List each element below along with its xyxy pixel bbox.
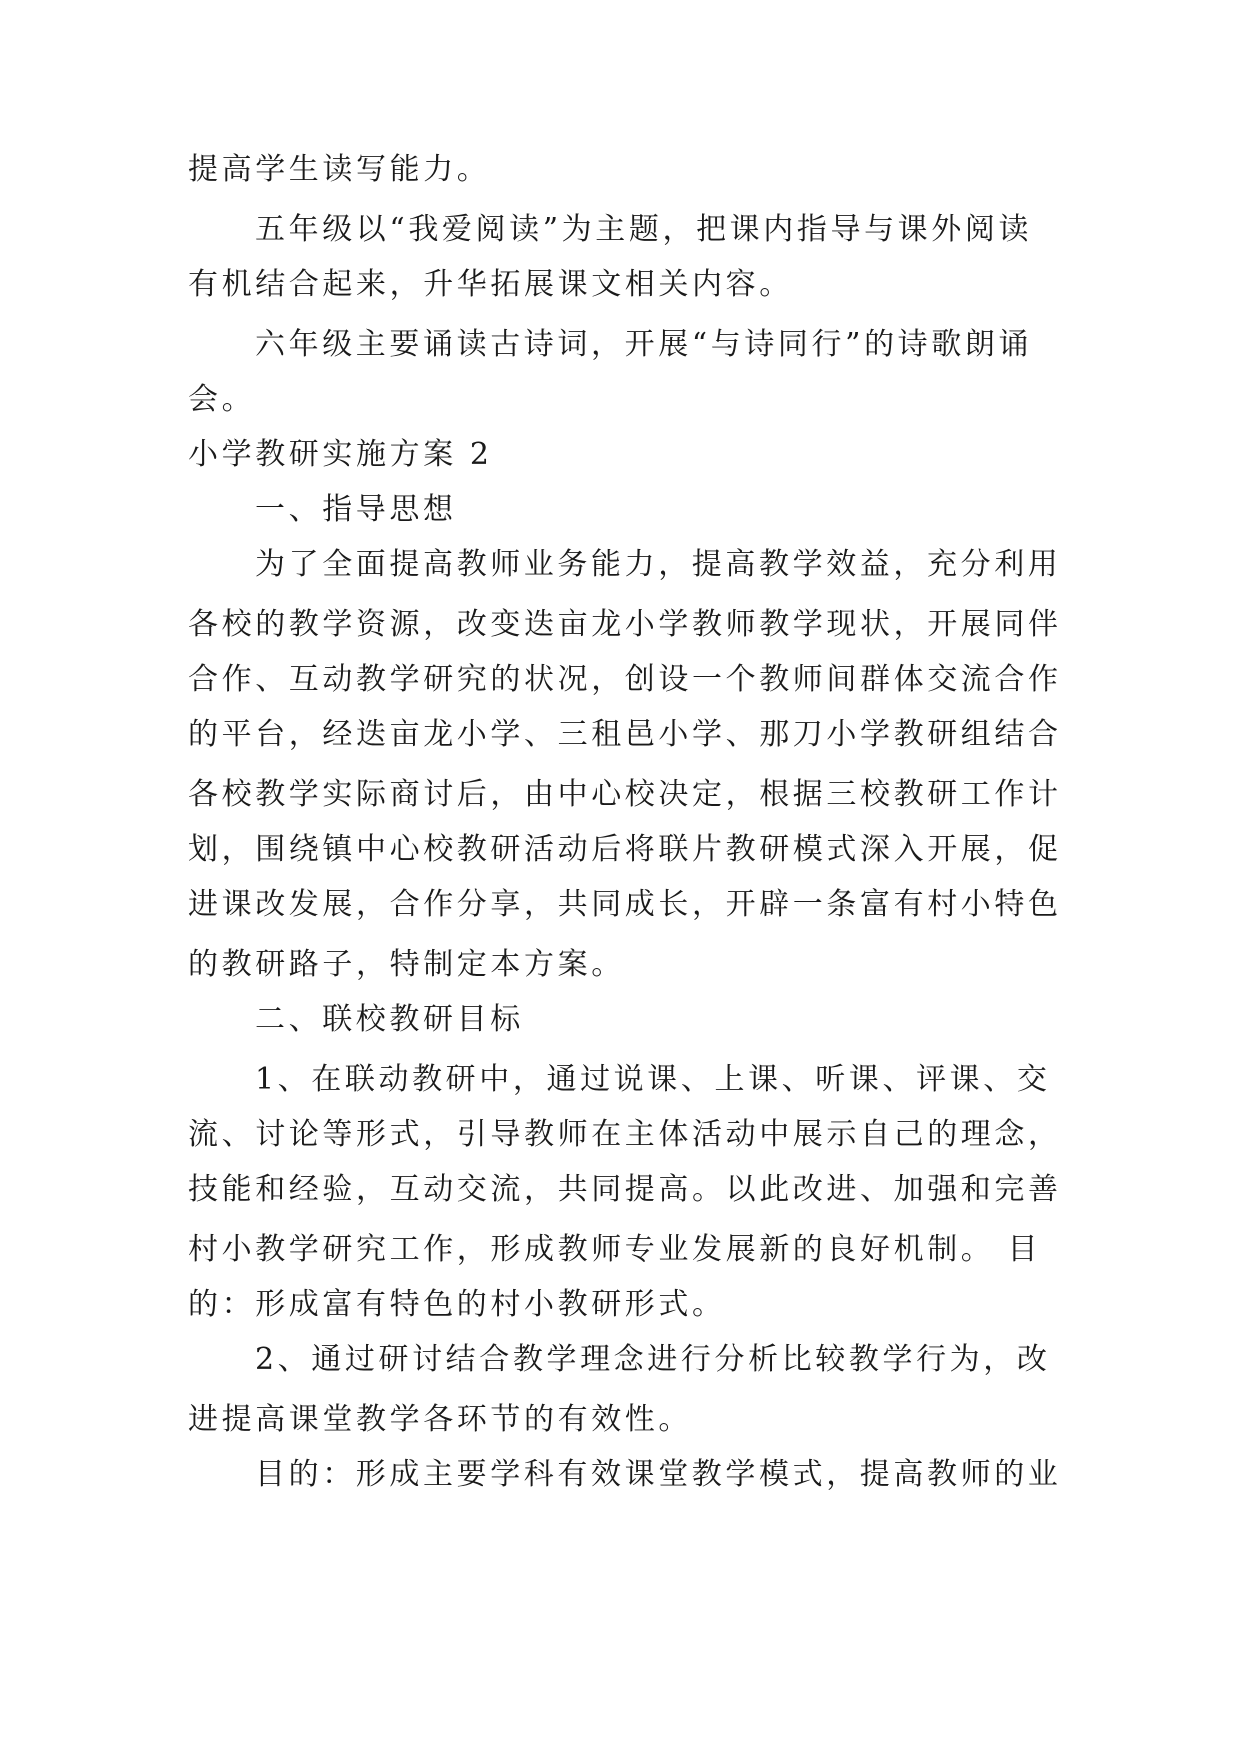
text-line: 1、在联动教研中，通过说课、上课、听课、评课、交 [255,1062,1051,1097]
text-line: 的平台，经迭亩龙小学、三租邑小学、那刀小学教研组结合 [188,717,1062,752]
text-line: 技能和经验，互动交流，共同提高。以此改进、加强和完善 [188,1172,1062,1207]
text-line: 的教研路子，特制定本方案。 [188,947,625,982]
text-line: 有机结合起来，升华拓展课文相关内容。 [188,267,793,302]
text-line: 进课改发展，合作分享，共同成长，开辟一条富有村小特色 [188,887,1062,922]
subsection-heading: 二、联校教研目标 [255,1002,524,1037]
text-line: 流、讨论等形式，引导教师在主体活动中展示自己的理念， [188,1117,1062,1152]
text-line: 村小教学研究工作，形成教师专业发展新的良好机制。 目 [188,1232,1042,1267]
text-line: 目的：形成主要学科有效课堂教学模式，提高教师的业 [255,1457,1062,1492]
text-line: 合作、互动教学研究的状况，创设一个教师间群体交流合作 [188,662,1062,697]
text-line: 各校教学实际商讨后，由中心校决定，根据三校教研工作计 [188,777,1062,812]
section-heading: 小学教研实施方案 2 [188,437,493,472]
text-line: 2、通过研讨结合教学理念进行分析比较教学行为，改 [255,1342,1051,1377]
text-line: 为了全面提高教师业务能力，提高教学效益，充分利用 [255,547,1062,582]
text-line: 六年级主要诵读古诗词，开展“与诗同行”的诗歌朗诵 [255,327,1033,362]
text-line: 进提高课堂教学各环节的有效性。 [188,1402,692,1437]
text-line: 划，围绕镇中心校教研活动后将联片教研模式深入开展，促 [188,832,1062,867]
text-line: 会。 [188,382,256,417]
text-line: 的：形成富有特色的村小教研形式。 [188,1287,726,1322]
text-line: 五年级以“我爱阅读”为主题，把课内指导与课外阅读 [255,212,1033,247]
text-line: 提高学生读写能力。 [188,152,491,187]
subsection-heading: 一、指导思想 [255,492,457,527]
text-line: 各校的教学资源，改变迭亩龙小学教师教学现状，开展同伴 [188,607,1062,642]
